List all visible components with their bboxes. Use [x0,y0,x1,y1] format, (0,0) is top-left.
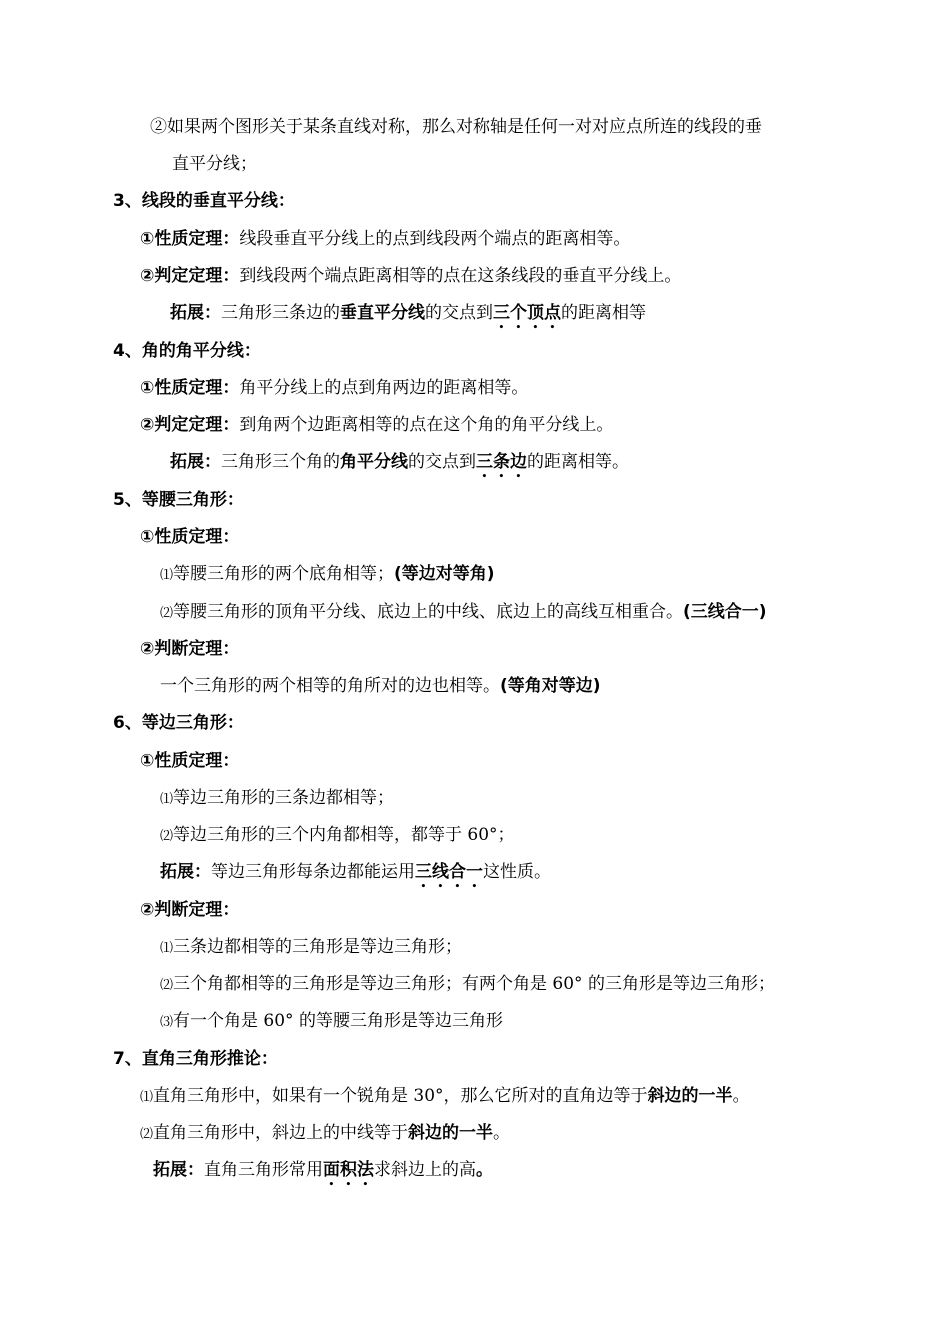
extension-text: 的交点到 [408,452,476,472]
text-line [140,526,239,548]
emphasized-term: 三个顶点 [493,303,561,323]
paragraph-text: 直平分线； [172,154,257,174]
extension-text: 。 [476,1160,493,1180]
item-text: 等腰三角形的两个底角相等； [173,564,395,584]
section-heading [113,190,295,212]
extension-text: 直角三角形常用 [204,1160,323,1180]
section-7-title: 7、直角三角形推论： [113,1049,278,1069]
list-item [160,936,462,958]
extension-label: 拓展： [160,862,211,882]
list-item [140,1122,510,1144]
bold-term: (等边对等角) [394,564,495,584]
list-item [160,563,495,585]
text-line [160,861,551,883]
section-3-title: 3、线段的垂直平分线： [113,191,295,211]
item-number: ⑴ [160,568,174,583]
item-text: 有一个角是 60° 的等腰三角形是等边三角形 [173,1011,503,1031]
text-line [170,302,646,324]
theorem-label: ②判定定理： [140,415,240,435]
item-number: ⑶ [160,1015,174,1030]
section-4-title: 4、角的角平分线： [113,341,261,361]
list-item [160,824,515,846]
theorem-label: ②判断定理： [140,900,240,920]
extension-label: 拓展： [170,303,221,323]
item-text: 等腰三角形的顶角平分线、底边上的中线、底边上的高线互相重合。 [173,602,684,622]
text-line [140,638,239,660]
emphasized-term: 面积法 [323,1160,374,1180]
text-line [140,750,239,772]
list-item [160,601,767,623]
item-number: ⑴ [160,941,174,956]
item-text: 三条边都相等的三角形是等边三角形； [173,937,463,957]
item-number: ⑵ [160,606,174,621]
text-line [140,377,528,399]
section-5-title: 5、等腰三角形： [113,490,244,510]
bold-term: 角平分线 [340,452,408,472]
item-number: ⑵ [160,829,174,844]
extension-text: 三角形三个角的 [221,452,340,472]
property-label: ①性质定理： [140,751,240,771]
item-text: 等边三角形的三个内角都相等，都等于 60°； [173,825,515,845]
text-line [140,265,681,287]
extension-label: 拓展： [170,452,221,472]
theorem-text: 一个三角形的两个相等的角所对的边也相等。 [160,676,500,696]
property-label: ①性质定理： [140,229,240,249]
extension-label: 拓展： [153,1160,204,1180]
bold-term: (等角对等边) [500,676,601,696]
emphasized-term: 三条边 [476,452,527,472]
bold-term: (三线合一) [683,602,767,622]
item-number: ⑴ [140,1090,154,1105]
theorem-text: 到线段两个端点距离相等的点在这条线段的垂直平分线上。 [239,266,682,286]
theorem-label: ②判断定理： [140,639,240,659]
item-text: 三个角都相等的三角形是等边三角形；有两个角是 60° 的三角形是等边三角形； [173,974,775,994]
section-heading [113,1048,278,1070]
extension-text: 等边三角形每条边都能运用 [211,862,415,882]
extension-text: 的距离相等 [561,303,646,323]
list-item [160,1010,503,1032]
list-item [140,1085,750,1107]
item-text: 。 [732,1086,750,1106]
item-text: 等边三角形的三条边都相等； [173,788,395,808]
extension-text: 的距离相等。 [527,452,629,472]
bold-term: 斜边的一半 [408,1123,494,1143]
section-heading [113,712,244,734]
text-line [140,228,630,250]
property-label: ①性质定理： [140,527,240,547]
property-text: 线段垂直平分线上的点到线段两个端点的距离相等。 [239,229,631,249]
text-line [153,1159,493,1181]
paragraph-text: ②如果两个图形关于某条直线对称，那么对称轴是任何一对对应点所连的线段的垂 [150,117,762,137]
text-line [140,899,239,921]
bold-term: 斜边的一半 [647,1086,733,1106]
item-text: 直角三角形中，斜边上的中线等于 [153,1123,409,1143]
item-text: 。 [493,1123,511,1143]
section-heading [113,489,244,511]
section-heading [113,340,261,362]
emphasized-term: 三线合一 [415,862,483,882]
property-text: 角平分线上的点到角两边的距离相等。 [239,378,529,398]
property-label: ①性质定理： [140,378,240,398]
extension-text: 这性质。 [483,862,551,882]
extension-text: 三角形三条边的 [221,303,340,323]
item-number: ⑵ [140,1127,154,1142]
section-6-title: 6、等边三角形： [113,713,244,733]
text-line [172,153,257,175]
bold-term: 垂直平分线 [340,303,425,323]
item-number: ⑵ [160,978,174,993]
item-text: 直角三角形中，如果有一个锐角是 30°，那么它所对的直角边等于 [153,1086,648,1106]
extension-text: 求斜边上的高 [374,1160,476,1180]
theorem-label: ②判定定理： [140,266,240,286]
item-number: ⑴ [160,792,174,807]
text-line [160,675,601,697]
theorem-text: 到角两个边距离相等的点在这个角的角平分线上。 [239,415,614,435]
extension-text: 的交点到 [425,303,493,323]
text-line [170,451,629,473]
text-line [140,414,613,436]
text-line [150,116,762,138]
list-item [160,787,394,809]
list-item [160,973,775,995]
